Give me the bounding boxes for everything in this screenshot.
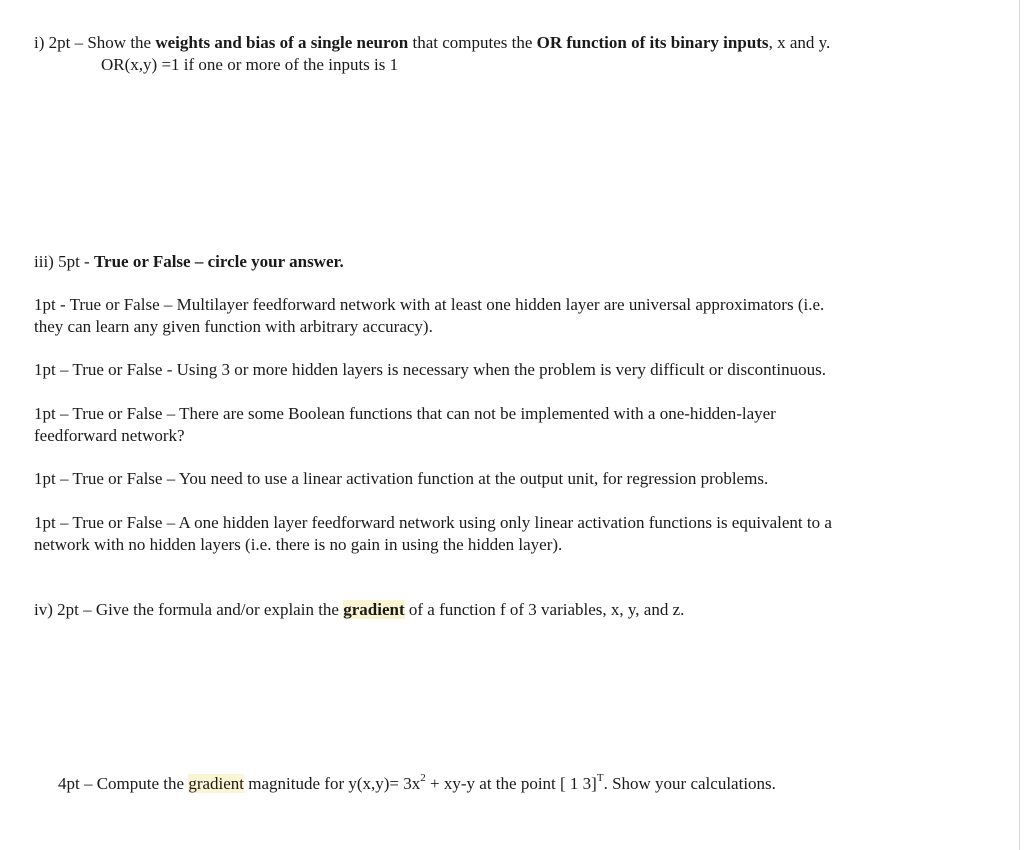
q1-bold-weights: weights and bias of a single neuron <box>155 33 409 52</box>
question-5: 4pt – Compute the gradient magnitude for $y(x,y)= 3x^2 + xy-y$ at the point [ 1 3]$^T$. Show your calculations. <box>58 772 776 793</box>
tf-item-1-line-2: they can learn any given function with arbitrary accuracy). <box>34 317 433 336</box>
tf-item-4-line-1: 1pt – True or False – You need to use a linear activation function at the output unit, for regression problems. <box>34 469 769 488</box>
question-1-line-2: OR(x,y) =1 if one or more of the inputs is 1 <box>101 55 399 74</box>
q1-bold-or-function: OR function of its binary inputs <box>536 33 769 52</box>
tf-item-3-line-1: 1pt – True or False – There are some Boolean functions that can not be implemented with a one-hidden-layer <box>34 404 776 423</box>
question-1-line-1: i) 2pt – Show the weights and bias of a single neuron that computes the OR function of its binary inputs, x and y. <box>34 33 831 52</box>
tf-item-2-line-1: 1pt – True or False - Using 3 or more hidden layers is necessary when the problem is very difficult or discontinuous. <box>34 360 826 379</box>
question-3-heading: iii) 5pt - True or False – circle your answer. <box>34 252 344 271</box>
tf-item-3-line-2: feedforward network? <box>34 426 185 445</box>
q5-highlight-gradient: gradient <box>188 774 245 793</box>
tf-item-5-line-1: 1pt – True or False – A one hidden layer feedforward network using only linear activation functions is equivalent to a <box>34 513 832 532</box>
q4-bold-gradient: gradient <box>343 600 405 619</box>
tf-item-1-line-1: 1pt - True or False – Multilayer feedforward network with at least one hidden layer are universal approximators (i.e. <box>34 295 825 314</box>
page-edge <box>1019 0 1020 850</box>
question-4: iv) 2pt – Give the formula and/or explain the gradient of a function f of 3 variables, x, y, and z. <box>34 600 685 619</box>
tf-item-5-line-2: network with no hidden layers (i.e. there is no gain in using the hidden layer). <box>34 535 563 554</box>
q3-bold-instruction: True or False – circle your answer. <box>93 252 344 271</box>
